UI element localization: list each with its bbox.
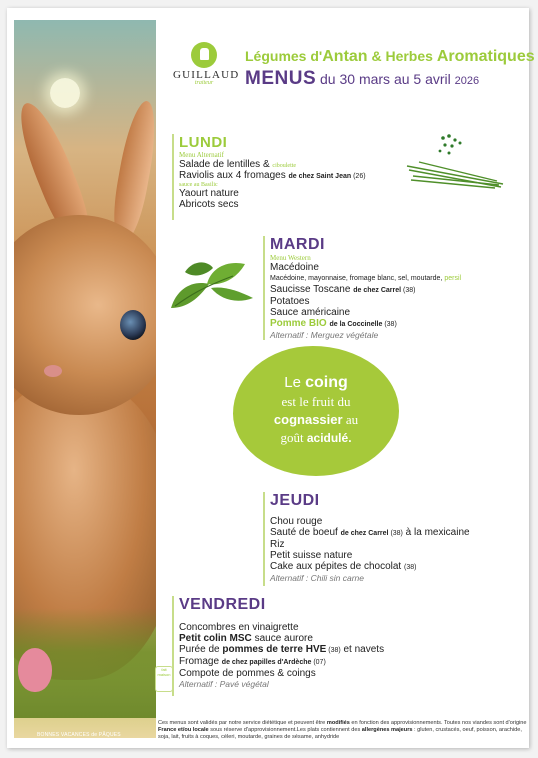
basil-illustration xyxy=(167,254,259,316)
menu-item: Abricots secs xyxy=(179,199,239,210)
menu-note: sauce au Basilic xyxy=(179,182,218,188)
brand-subtitle: traiteur xyxy=(194,80,214,86)
chive-illustration xyxy=(405,132,505,192)
day-vendredi xyxy=(172,596,384,696)
bunny-eye xyxy=(120,310,146,340)
day-title: VENDREDI xyxy=(179,596,266,613)
easter-egg xyxy=(18,648,52,692)
day-lundi xyxy=(172,134,366,220)
menu-item: Salade de lentilles & ciboulette xyxy=(179,159,297,170)
menu-item: Saucisse Toscane de chez Carrel (38) xyxy=(270,284,416,295)
menu-item: Yaourt nature xyxy=(179,188,239,199)
menu-item: Compote de pommes & coings xyxy=(179,668,316,679)
menu-type: Menu Alternatif xyxy=(179,151,224,159)
menu-theme: Légumes d'Antan & Herbes Aromatiques xyxy=(245,48,535,65)
menu-item: Chou rouge xyxy=(270,516,323,527)
bunny-nose xyxy=(44,365,62,377)
menu-type: Menu Western xyxy=(270,254,311,262)
bokeh-light xyxy=(50,78,80,108)
menu-item: Riz xyxy=(270,539,285,550)
easter-bunny-photo xyxy=(14,20,156,738)
menu-ingredients: Macédoine, mayonnaise, fromage blanc, sel, moutarde, persil xyxy=(270,275,462,282)
bunny-ear-right xyxy=(108,98,156,241)
menu-sheet xyxy=(7,8,535,748)
menu-item: Macédoine xyxy=(270,262,319,273)
menu-item: Sauté de boeuf de chez Carrel (38) à la mexicaine xyxy=(270,527,470,538)
day-title: LUNDI xyxy=(179,134,228,151)
menu-item: Petit colin MSC sauce aurore xyxy=(179,633,313,644)
brand-logo xyxy=(173,42,240,86)
day-jeudi xyxy=(263,492,470,586)
menu-dates: MENUS du 30 mars au 5 avril 2026 xyxy=(245,68,480,89)
menu-item: Raviolis aux 4 fromages de chez Saint Jean (26) xyxy=(179,170,366,181)
day-title: MARDI xyxy=(270,236,325,253)
coing-fact-bubble: Le coing est le fruit du cognassier au goût acidulé. xyxy=(233,346,399,476)
menu-item: Pomme BIO de la Coccinelle (38) xyxy=(270,318,397,329)
day-mardi xyxy=(263,236,461,340)
menu-item: Cake aux pépites de chocolat (38) xyxy=(270,561,417,572)
menu-item: Purée de pommes de terre HVE (38) et navets xyxy=(179,644,385,655)
menu-item: Fromage de chez papilles d'Ardèche (07) xyxy=(179,656,326,667)
menus-heading: MENUS xyxy=(245,68,317,89)
menu-item: Petit suisse nature xyxy=(270,550,353,561)
menu-item: Sauce américaine xyxy=(270,307,351,318)
menu-item: Potatoes xyxy=(270,296,310,307)
brand-name: GUILLAUD xyxy=(173,69,240,81)
homemade-badge: fait maison xyxy=(155,666,173,692)
photo-caption: BONNES VACANCES de PÂQUES xyxy=(37,732,121,738)
day-title: JEUDI xyxy=(270,492,320,509)
menu-alternative: Alternatif : Merguez végétale xyxy=(270,330,379,340)
menu-alternative: Alternatif : Pavé végétal xyxy=(179,679,269,689)
menu-item: Concombres en vinaigrette xyxy=(179,622,299,633)
chef-hat-icon xyxy=(191,42,217,68)
menu-alternative: Alternatif : Chili sin carne xyxy=(270,573,365,583)
footer-disclaimer: Ces menus sont validés par notre service diététique et peuvent être modifiés en fonction des approvisionnements. Toutes nos viandes sont d'origine France et/ou locale sous réserve d'approvisionnement.Les plats contiennent des allergènes majeurs : gluten, crustacés, oeuf, poisson, arachide, soja, lait, fruits à coques, céleri, moutarde, graines de sésame, anhydride xyxy=(158,720,527,740)
